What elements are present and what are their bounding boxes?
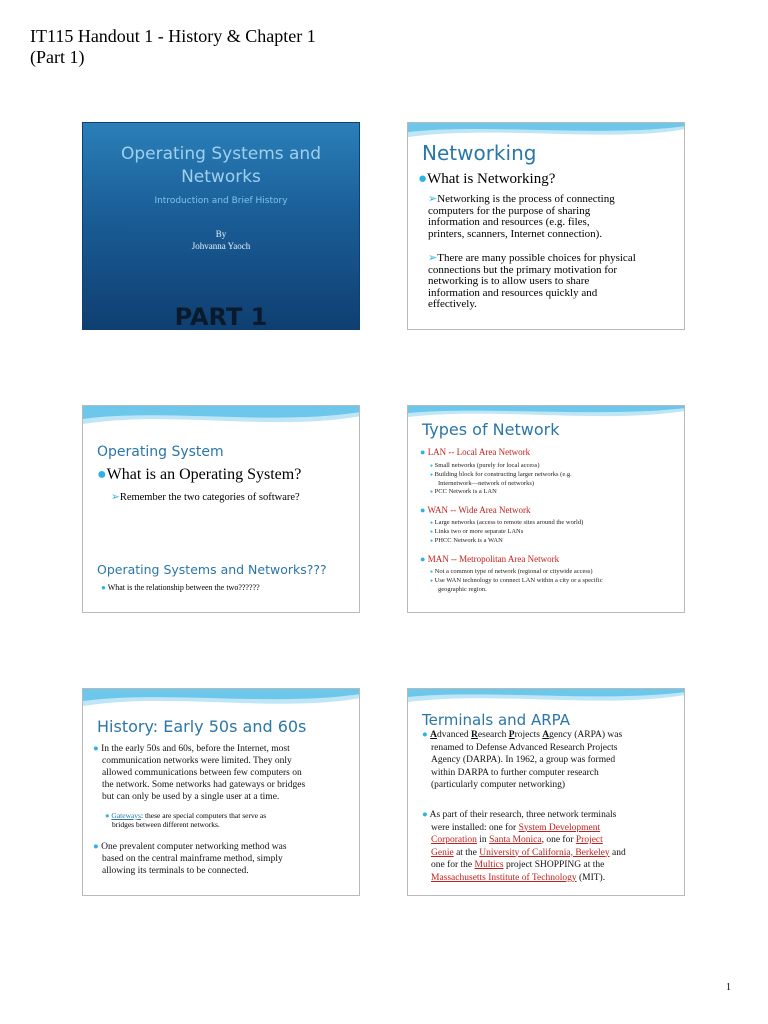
gateways-text: : these are special computers that serve as: [140, 811, 267, 820]
man-heading-text: MAN -- Metropolitan Area Network: [427, 554, 560, 564]
list-item: Links two or more separate LANs: [434, 528, 524, 535]
slide2-point-1: [428, 194, 678, 240]
slide5-p1-line: In the early 50s and 60s, before the Internet, most: [101, 744, 290, 754]
bullet-icon: ●: [105, 811, 110, 820]
gateways-link[interactable]: Gateways: [111, 811, 141, 820]
page-number: 1: [726, 982, 731, 993]
slide3-point: [111, 491, 300, 503]
text-fragment: esearch: [477, 730, 509, 740]
slide2-point-2: [428, 253, 678, 311]
slide5-p1-line: allowed communications between few computers on: [102, 768, 302, 778]
bullet-icon: ●: [97, 466, 107, 483]
slide3-question: [97, 466, 301, 484]
slide5-point-1: [93, 743, 355, 803]
document-header: [30, 26, 316, 68]
slide-terminals-arpa: [407, 688, 685, 896]
link-system-development[interactable]: System Development: [518, 822, 601, 833]
text-fragment: (MIT).: [576, 872, 606, 883]
bullet-icon: ●: [422, 810, 428, 820]
slide1-by: By: [215, 229, 227, 239]
bullet-icon: ●: [93, 744, 99, 754]
link-uc-berkeley[interactable]: University of California, Berkeley: [479, 847, 610, 858]
slide3-question-text: What is an Operating System?: [106, 466, 302, 483]
wan-heading: [420, 505, 680, 515]
slide2-title: Networking: [422, 141, 537, 165]
text-fragment: were installed: one for: [431, 822, 519, 833]
lan-heading-text: LAN -- Local Area Network: [427, 447, 531, 457]
list-item: Use WAN technology to connect LAN within a city or a specific: [434, 577, 603, 584]
slide2-p2-line: networking is to allow users to share: [428, 275, 590, 287]
slide2-p2-line: connections but the primary motivation for: [428, 263, 618, 276]
slide5-p2-line: allowing its terminals to be connected.: [102, 866, 249, 876]
slide1-byline: [83, 228, 359, 252]
man-items: [430, 568, 680, 594]
text-fragment: , one for: [541, 835, 576, 845]
gateways-text-line2: bridges between different networks.: [112, 820, 220, 829]
slide6-point-1: [422, 729, 684, 792]
text-fragment: at the: [453, 847, 480, 858]
bullet-icon: ●: [430, 490, 434, 495]
slide2-p2-line: There are many possible choices for physical: [437, 252, 636, 264]
bullet-icon: ●: [420, 554, 426, 564]
slide6-p1-line: within DARPA to further computer research: [431, 767, 599, 778]
slide-history: [82, 688, 360, 896]
text-fragment: gency (ARPA) was: [549, 730, 623, 740]
slide-title: [82, 122, 360, 330]
text-fragment: dvanced: [437, 730, 472, 740]
bullet-icon: ●: [418, 171, 428, 187]
lan-items: [430, 462, 680, 497]
slide1-subtitle: Introduction and Brief History: [154, 196, 288, 206]
list-item: PHCC Network is a WAN: [434, 537, 503, 544]
link-mit[interactable]: Massachusetts Institute of Technology: [431, 872, 577, 883]
man-heading: [420, 554, 680, 564]
slide6-point-2: [422, 809, 684, 884]
slide1-title-line2: Networks: [181, 167, 261, 187]
acronym-letter: A: [542, 730, 550, 740]
slide6-p1-line: Agency (DARPA). In 1962, a group was formed: [431, 755, 616, 765]
bullet-icon: ●: [422, 730, 428, 740]
bullet-icon: ●: [420, 447, 426, 457]
slide-networking: [407, 122, 685, 330]
arrow-bullet-icon: ➢: [428, 252, 438, 264]
text-fragment: project SHOPPING at the: [503, 860, 605, 870]
bullet-icon: ●: [430, 539, 434, 544]
slide3-subtitle: Operating Systems and Networks???: [97, 562, 327, 577]
list-item: Building block for constructing larger networks (e.g.: [434, 471, 572, 478]
slide3-small-text: What is the relationship between the two??????: [107, 583, 260, 592]
link-genie[interactable]: Genie: [431, 847, 454, 858]
slide2-question: [418, 171, 555, 188]
slide6-p1-line: (particularly computer networking): [431, 780, 566, 790]
lan-heading: [420, 447, 680, 457]
slide6-title: Terminals and ARPA: [422, 711, 570, 729]
slide5-p2-line: One prevalent computer networking method was: [101, 842, 287, 852]
slide1-title-line1: Operating Systems and: [120, 144, 322, 164]
text-fragment: one for the: [431, 860, 475, 870]
wan-items: [430, 519, 680, 546]
text-fragment: rojects: [514, 730, 543, 740]
list-item: geographic region.: [438, 586, 487, 593]
link-corporation[interactable]: Corporation: [431, 835, 477, 845]
text-fragment: in: [476, 835, 490, 845]
acronym-letter: R: [471, 730, 478, 740]
list-item: PCC Network is a LAN: [434, 488, 497, 495]
slide3-point-text: Remember the two categories of software?: [119, 492, 300, 503]
slide2-p1-line: Networking is the process of connecting: [437, 193, 615, 205]
slide-types-of-network: [407, 405, 685, 613]
slide5-p1-line: communication networks were limited. They only: [102, 756, 292, 766]
slide5-gateways-point: [105, 811, 355, 829]
wan-heading-text: WAN -- Wide Area Network: [427, 505, 531, 515]
link-multics[interactable]: Multics: [474, 860, 504, 870]
slide4-title: Types of Network: [422, 420, 560, 439]
list-item: Small networks (purely for local access): [434, 462, 540, 469]
arrow-bullet-icon: ➢: [111, 492, 120, 503]
slide5-p1-line: but can only be used by a single user at a time.: [102, 792, 280, 802]
slide2-p1-line: information and resources (e.g. files,: [428, 216, 590, 228]
slide2-p1-line: computers for the purpose of sharing: [428, 204, 591, 217]
bullet-icon: ●: [430, 570, 434, 575]
bullet-icon: ●: [430, 530, 434, 535]
bullet-icon: ●: [430, 521, 434, 526]
bullet-icon: ●: [430, 579, 434, 584]
slide-operating-system: [82, 405, 360, 613]
slide2-p1-line: printers, scanners, Internet connection).: [428, 227, 603, 240]
slide2-question-text: What is Networking?: [427, 171, 556, 187]
acronym-letter: A: [430, 730, 437, 740]
slide2-p2-line: effectively.: [428, 298, 477, 310]
slide2-p2-line: information and resources quickly and: [428, 286, 598, 299]
list-item: Internetwork—network of networks): [438, 480, 535, 487]
text-fragment: As part of their research, three network terminals: [429, 810, 617, 820]
bullet-icon: ●: [430, 464, 434, 469]
bullet-icon: ●: [430, 473, 434, 478]
slide5-p1-line: the network. Some networks had gateways or bridges: [102, 780, 306, 790]
wave-decoration: [83, 689, 360, 719]
slide3-title: Operating System: [97, 444, 224, 460]
bullet-icon: ●: [101, 583, 106, 592]
text-fragment: and: [609, 847, 626, 858]
bullet-icon: ●: [93, 842, 99, 852]
slide6-p1-line: renamed to Defense Advanced Research Projects: [431, 742, 618, 753]
arrow-bullet-icon: ➢: [428, 193, 438, 205]
link-santa-monica[interactable]: Santa Monica: [489, 835, 542, 845]
bullet-icon: ●: [420, 505, 426, 515]
slide1-part-label: PART 1: [174, 303, 268, 330]
header-line-2: (Part 1): [30, 47, 85, 67]
list-item: Not a common type of network (regional or citywide access): [434, 568, 593, 575]
slide3-small-point: [101, 583, 260, 592]
slide5-p2-line: based on the central mainframe method, simply: [102, 854, 283, 864]
slide1-author: Johvanna Yaoch: [191, 241, 251, 251]
wave-decoration: [83, 406, 360, 436]
header-line-1: IT115 Handout 1 - History & Chapter 1: [30, 26, 316, 46]
slide1-title: [83, 143, 359, 189]
slide5-point-2: [93, 841, 355, 877]
link-project[interactable]: Project: [575, 835, 603, 845]
list-item: Large networks (access to remote sites around the world): [434, 519, 584, 526]
slide5-title: History: Early 50s and 60s: [97, 717, 307, 736]
acronym-letter: P: [508, 730, 515, 740]
